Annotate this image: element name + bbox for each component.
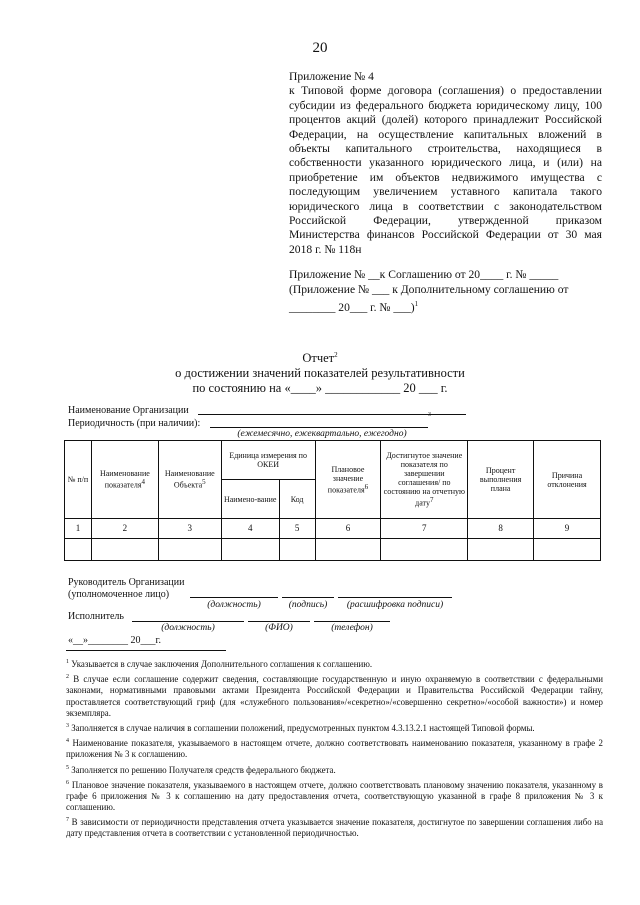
col-num-2: 2 xyxy=(91,519,158,539)
report-table xyxy=(64,440,601,561)
page-number: 20 xyxy=(312,40,328,56)
footnote: $^1$ Указывается в случае заключения Дополнительного соглашения к соглашению. xyxy=(66,658,373,669)
col-num-8: 8 xyxy=(468,519,534,539)
footnote: $^4$ Наименование показателя, указываемого в настоящем отчете, должно соответствовать наименованию показателя, указанному в графе 2 приложения № 3 к соглашению. xyxy=(66,738,603,760)
org-name-label: Наименование Организации xyxy=(68,405,189,416)
head-label-1: Руководитель Организации xyxy=(68,577,185,588)
col-num-1: 1 xyxy=(65,519,92,539)
appendix-text: к Типовой форме договора (соглашения) о предоставлении субсидии из федерального бюджета юридическому лицу, 100 процентов акций (долей) которого принадлежит Российской Федерации, на осуществление капитальных вложений в объекты капитального строительства, находящиеся в собственности указанного юридического лица, и (или) на приобретение им объектов недвижимого имущества с последующим увеличением уставного капитала такого юридического лица в соответствии с законодательством Российской Федерации, утвержденной приказом Министерства финансов Российской Федерации от 30 мая 2018 г. № 118н xyxy=(289,84,602,256)
footnotes xyxy=(66,657,603,840)
exec-position-line[interactable] xyxy=(132,621,244,622)
org-name-field[interactable] xyxy=(198,402,466,415)
footnote: $^3$ Заполняется в случае наличия в соглашении положений, предусмотренных пунктом 4.3.13.2.1 настоящей Типовой формы. xyxy=(66,722,535,733)
table-row xyxy=(65,539,601,561)
head-label-2: (уполномоченное лицо) xyxy=(68,589,170,600)
cell-empty[interactable] xyxy=(91,539,158,561)
head-position-hint: (должность) xyxy=(207,600,261,610)
cell-empty[interactable] xyxy=(468,539,534,561)
footnote-separator xyxy=(66,650,226,651)
head-decoding-hint: (расшифровка подписи) xyxy=(346,600,444,610)
footnote: $^6$ Плановое значение показателя, указываемого в настоящем отчете, должно соответствовать плановому значению показателя, указанному в графе 6 приложения № 3 к соглашению на дату предоставления отчета, соответствующую указанной в графе 8 приложения № 3 к соглашению. xyxy=(66,779,604,813)
period-hint: (ежемесячно, ежеквартально, ежегодно) xyxy=(237,429,407,439)
cell-empty[interactable] xyxy=(534,539,601,561)
header-object: Наименование Объекта5 xyxy=(158,441,221,519)
cell-empty[interactable] xyxy=(279,539,315,561)
exec-position-hint: (должность) xyxy=(161,623,215,633)
column-number-row xyxy=(65,519,601,539)
col-num-5: 5 xyxy=(279,519,315,539)
appendix-block xyxy=(289,70,602,257)
executor-label: Исполнитель xyxy=(68,611,124,622)
col-num-6: 6 xyxy=(315,519,381,539)
agreement-ref-line1: Приложение № __к Соглашению от 20____ г. № _____ xyxy=(289,268,559,281)
header-percent: Процент выполнения плана xyxy=(468,441,534,519)
exec-fio-hint: (ФИО) xyxy=(265,623,293,633)
head-signature-hint: (подпись) xyxy=(288,600,328,610)
col-num-9: 9 xyxy=(534,519,601,539)
cell-empty[interactable] xyxy=(315,539,381,561)
header-okei-name: Наимено-вание xyxy=(221,480,279,519)
cell-empty[interactable] xyxy=(65,539,92,561)
header-reason: Причина отклонения xyxy=(534,441,601,519)
footnote: $^5$ Заполняется по решению Получателя средств федерального бюджета. xyxy=(66,764,336,775)
report-subtitle: о достижении значений показателей результативности xyxy=(175,366,465,381)
head-decoding-line[interactable] xyxy=(338,597,452,598)
col-num-7: 7 xyxy=(381,519,468,539)
report-title-block xyxy=(0,348,640,396)
footnote-ref-1: 1 xyxy=(414,300,419,308)
exec-phone-hint: (телефон) xyxy=(331,623,373,633)
cell-empty[interactable] xyxy=(158,539,221,561)
report-title: Отчет xyxy=(302,351,335,366)
agreement-reference xyxy=(289,268,602,315)
appendix-title: Приложение № 4 xyxy=(289,70,374,83)
report-date-line: по состоянию на «____» ____________ 20 ___ г. xyxy=(192,381,448,396)
head-signature-line[interactable] xyxy=(282,597,334,598)
period-label: Периодичность (при наличии): xyxy=(68,418,201,429)
period-field[interactable] xyxy=(210,415,428,428)
header-achieved: Достигнутое значение показателя по завершении соглашения/ по состоянию на отчетную дату7 xyxy=(381,441,468,519)
header-okei-code: Код xyxy=(279,480,315,519)
footnote-ref-2: 2 xyxy=(334,351,338,359)
exec-phone-line[interactable] xyxy=(314,621,390,622)
cell-empty[interactable] xyxy=(381,539,468,561)
signature-date: «__»________ 20___г. xyxy=(68,635,161,646)
footnote-ref-3: 3 xyxy=(428,412,431,418)
header-planned: Плановое значение показателя6 xyxy=(315,441,381,519)
header-num: № п/п xyxy=(65,441,92,519)
cell-empty[interactable] xyxy=(221,539,279,561)
agreement-ref-line3: ________ 20___ г. № ___) xyxy=(289,300,415,314)
exec-fio-line[interactable] xyxy=(248,621,310,622)
col-num-3: 3 xyxy=(158,519,221,539)
header-indicator: Наименование показателя4 xyxy=(91,441,158,519)
footnote: $^7$ В зависимости от периодичности представления отчета указывается значение показателя, достигнутое по завершении соглашения либо на дату представления отчета в соответствии с установленной периодичностью. xyxy=(66,817,604,839)
head-position-line[interactable] xyxy=(190,597,278,598)
col-num-4: 4 xyxy=(221,519,279,539)
footnote: $^2$ В случае если соглашение содержит сведения, составляющие государственную и иную охраняемую в соответствии с федеральными законами, нормативными правовыми актами Президента Российской Федерации и Правительства Российской Федерации тайну, проставляется соответствующий гриф (для «служебного пользования»/«секретно»/«совершенно секретно»/«особой важности») и номер экземпляра. xyxy=(66,674,603,718)
agreement-ref-line2: (Приложение № ___ к Дополнительному соглашению от xyxy=(289,282,569,296)
header-okei: Единица измерения по ОКЕИ xyxy=(221,441,315,480)
